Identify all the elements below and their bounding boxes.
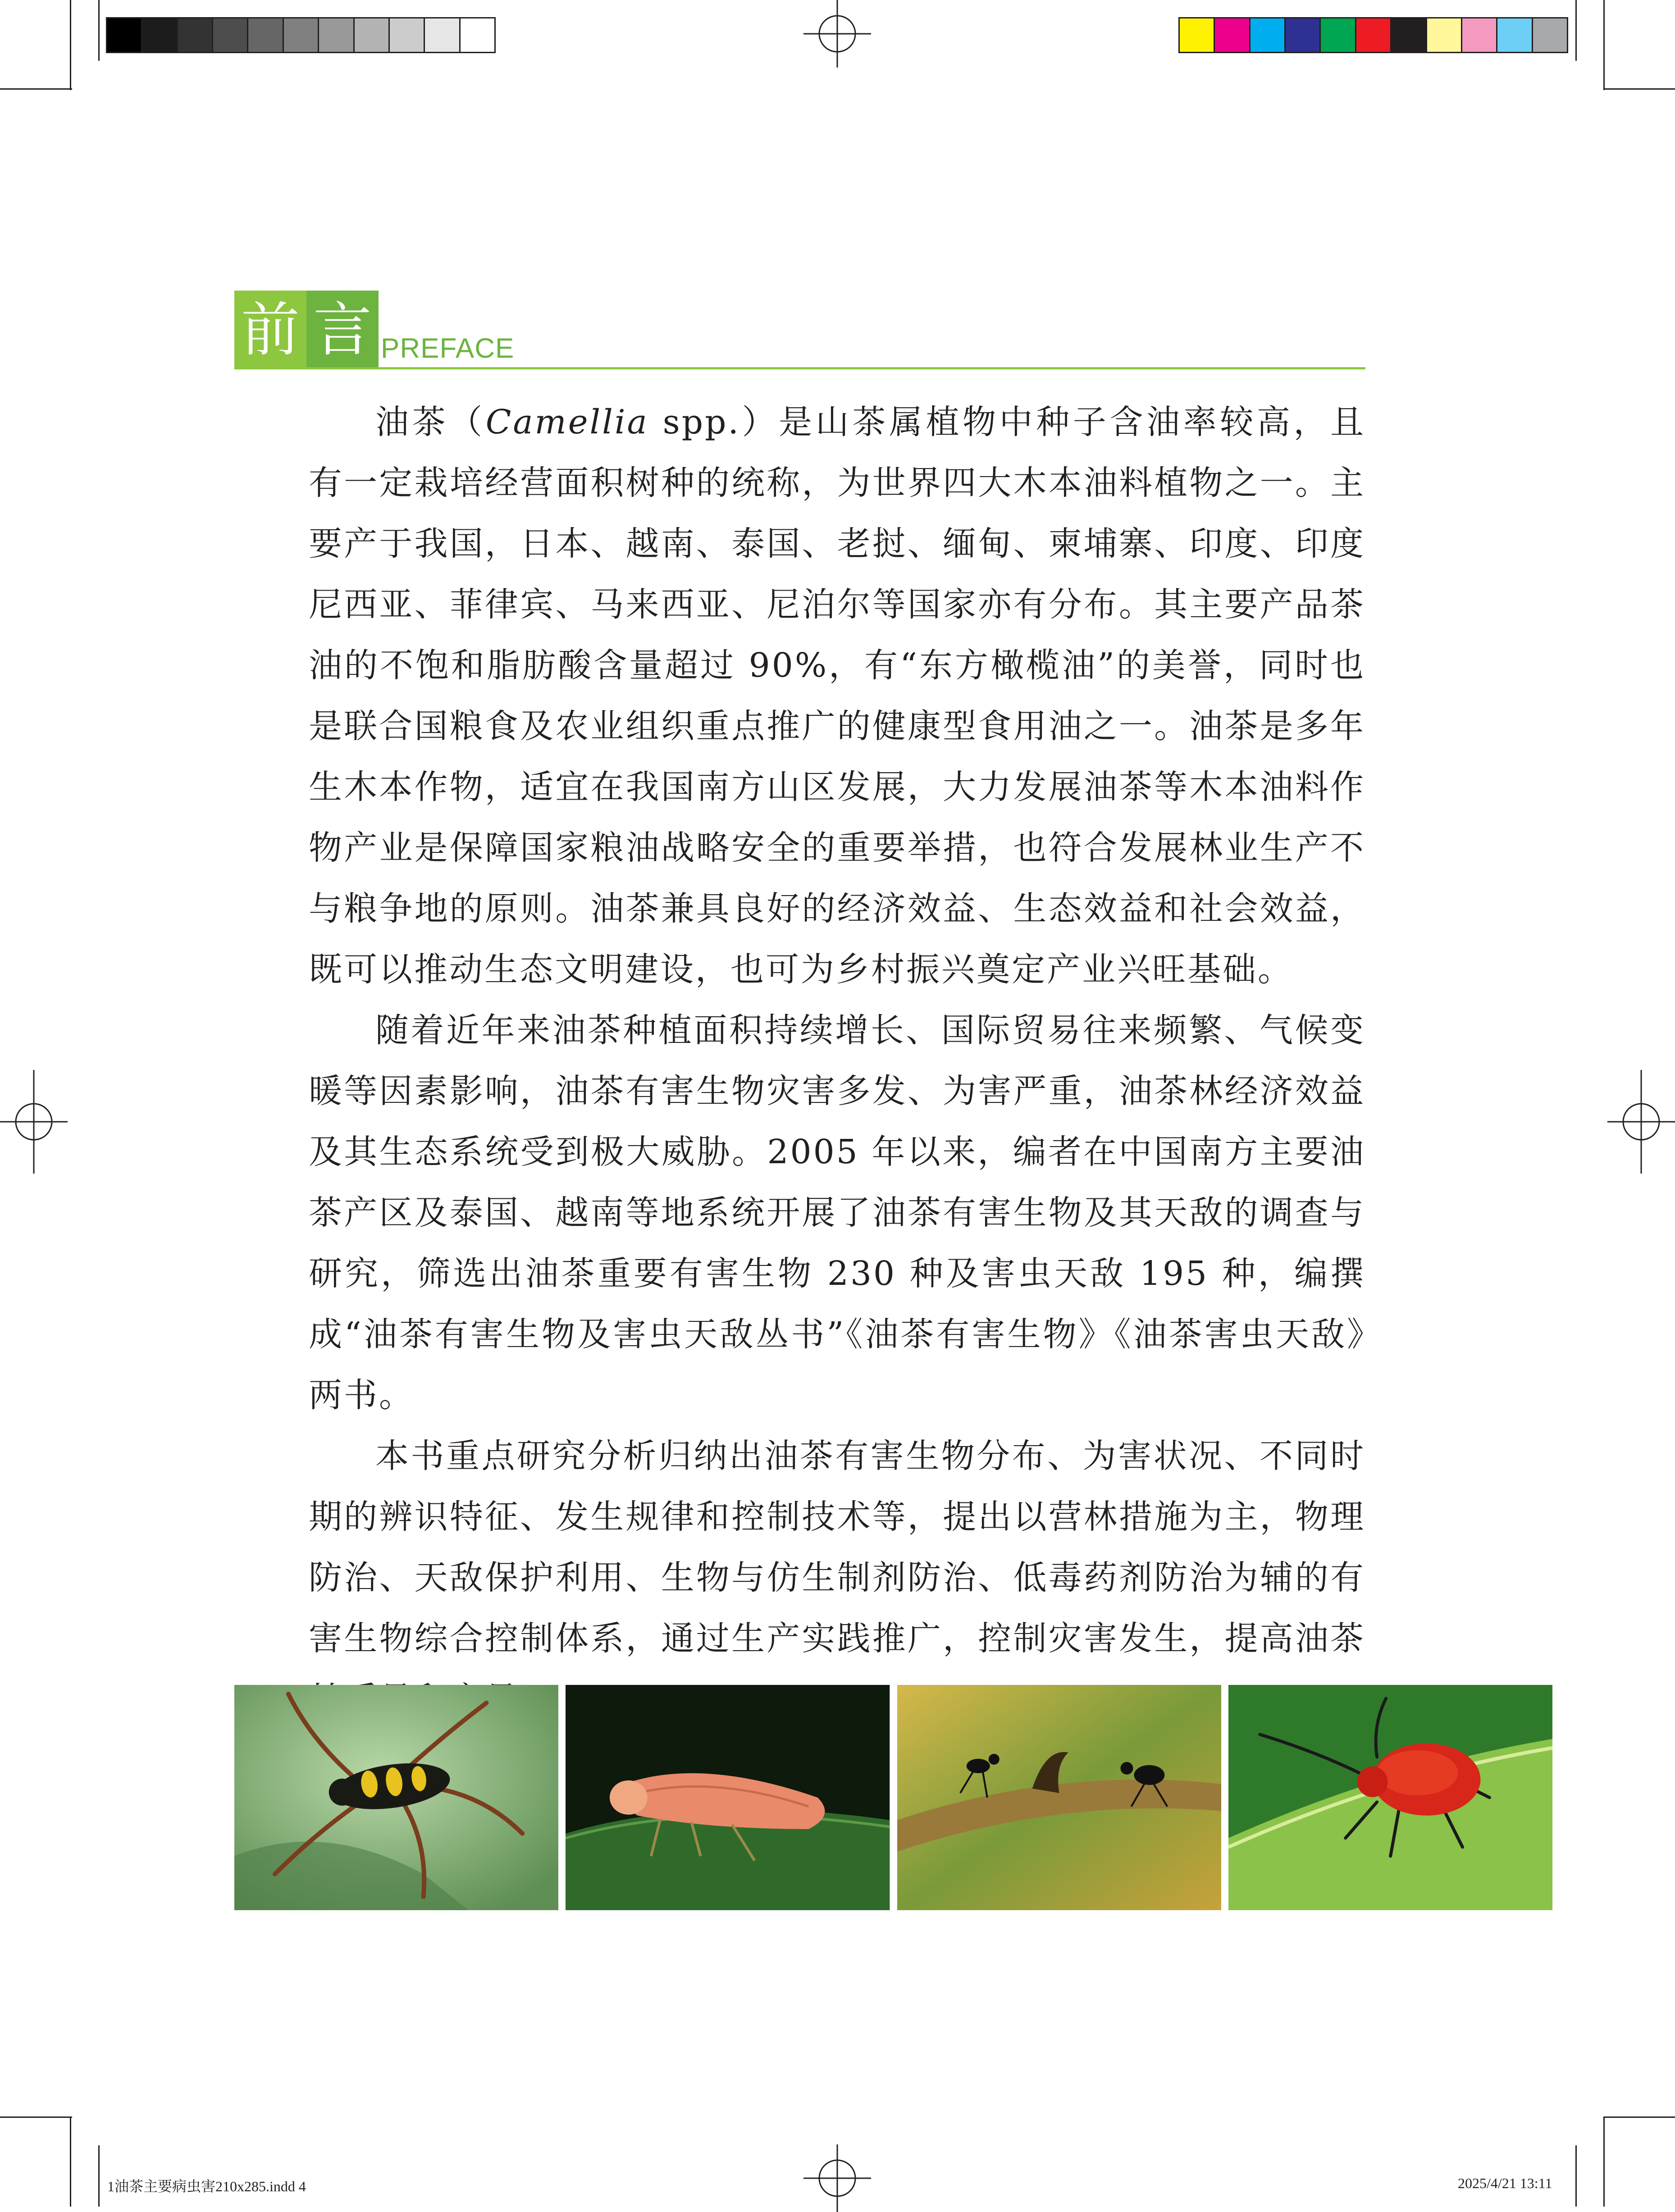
heading-char-yan: 言 bbox=[306, 291, 379, 369]
gray-swatch-6 bbox=[283, 18, 318, 52]
color-swatch-9 bbox=[1461, 18, 1496, 52]
color-calibration-bar bbox=[1178, 17, 1568, 53]
color-swatch-8 bbox=[1426, 18, 1461, 52]
gray-swatch-2 bbox=[141, 18, 176, 52]
section-heading bbox=[234, 291, 379, 369]
paragraph-1-rest: spp.）是山茶属植物中种子含油率较高，且有一定栽培经营面积树种的统称，为世界四大木本油料植物之一。主要产于我国，日本、越南、泰国、老挝、缅甸、柬埔寨、印度、印度尼西亚、菲律宾、马来西亚、尼泊尔等国家亦有分布。其主要产品茶油的不饱和脂肪酸含量超过 90%，有“东方橄榄油”的美誉，同时也是联合国粮食及农业组织重点推广的健康型食用油之一。油茶是多年生木本作物，适宜在我国南方山区发展，大力发展油茶等木本油料作物产业是保障国家粮油战略安全的重要举措，也符合发展林业生产不与粮争地的原则。油茶兼具良好的经济效益、生态效益和社会效益，既可以推动生态文明建设，也可为乡村振兴奠定产业兴旺基础。 bbox=[309, 403, 1366, 989]
color-swatch-10 bbox=[1496, 18, 1531, 52]
registration-mark-bottom bbox=[803, 2144, 871, 2212]
gray-swatch-4 bbox=[212, 18, 247, 52]
color-swatch-3 bbox=[1249, 18, 1284, 52]
paragraph-1 bbox=[309, 392, 1365, 1000]
gray-swatch-9 bbox=[388, 18, 424, 52]
latin-genus: Camellia bbox=[485, 403, 649, 441]
color-swatch-5 bbox=[1319, 18, 1355, 52]
photo-leafhopper bbox=[566, 1685, 890, 1910]
registration-mark-right bbox=[1607, 1070, 1675, 1174]
color-swatch-11 bbox=[1532, 18, 1567, 52]
grayscale-calibration-bar bbox=[106, 17, 496, 53]
heading-rule bbox=[234, 367, 1365, 369]
gray-swatch-10 bbox=[424, 18, 459, 52]
heading-char-qian: 前 bbox=[234, 291, 306, 369]
registration-mark-left bbox=[0, 1070, 68, 1174]
color-swatch-7 bbox=[1390, 18, 1425, 52]
registration-mark-top bbox=[803, 0, 871, 68]
color-swatch-4 bbox=[1284, 18, 1319, 52]
photo-ants bbox=[897, 1685, 1221, 1910]
color-swatch-2 bbox=[1214, 18, 1249, 52]
print-timestamp: 2025/4/21 13:11 bbox=[1458, 2175, 1552, 2191]
preface-body bbox=[309, 392, 1365, 1730]
heading-english: PREFACE bbox=[381, 333, 515, 364]
gray-swatch-3 bbox=[177, 18, 212, 52]
gray-swatch-1 bbox=[107, 18, 141, 52]
gray-swatch-5 bbox=[247, 18, 282, 52]
photo-longhorn-beetle bbox=[234, 1685, 558, 1910]
color-swatch-6 bbox=[1355, 18, 1390, 52]
insect-photo-strip bbox=[234, 1685, 1552, 1910]
gray-swatch-11 bbox=[459, 18, 494, 52]
paragraph-3: 本书重点研究分析归纳出油茶有害生物分布、为害状况、不同时期的辨识特征、发生规律和控制技术等，提出以营林措施为主，物理防治、天敌保护利用、生物与仿生制剂防治、低毒药剂防治为辅的有害生物综合控制体系，通过生产实践推广，控制灾害发生，提高油茶 bbox=[309, 1437, 1365, 1658]
paragraph-2: 随着近年来油茶种植面积持续增长、国际贸易往来频繁、气候变暖等因素影响，油茶有害生物灾害多发、为害严重，油茶林经济效益及其生态系统受到极大威胁。2005 年以来，编者在中国南方主要油茶产区及泰国、越南等地系统开展了油茶有害生物及其天敌的调查与研究，筛选出油茶重要有害生物 230 种及害虫天敌 195 种，编撰成“油茶有害生物及害虫天敌丛书”《油茶有害生物》《油茶害虫天敌》两书。 bbox=[309, 1011, 1365, 1415]
photo-red-leaf-beetle bbox=[1228, 1685, 1552, 1910]
paragraph-1-start: 油茶（ bbox=[375, 403, 486, 441]
indd-file-slug: 1油茶主要病虫害210x285.indd 4 bbox=[107, 2178, 306, 2194]
gray-swatch-8 bbox=[353, 18, 388, 52]
color-swatch-1 bbox=[1180, 18, 1214, 52]
gray-swatch-7 bbox=[318, 18, 353, 52]
